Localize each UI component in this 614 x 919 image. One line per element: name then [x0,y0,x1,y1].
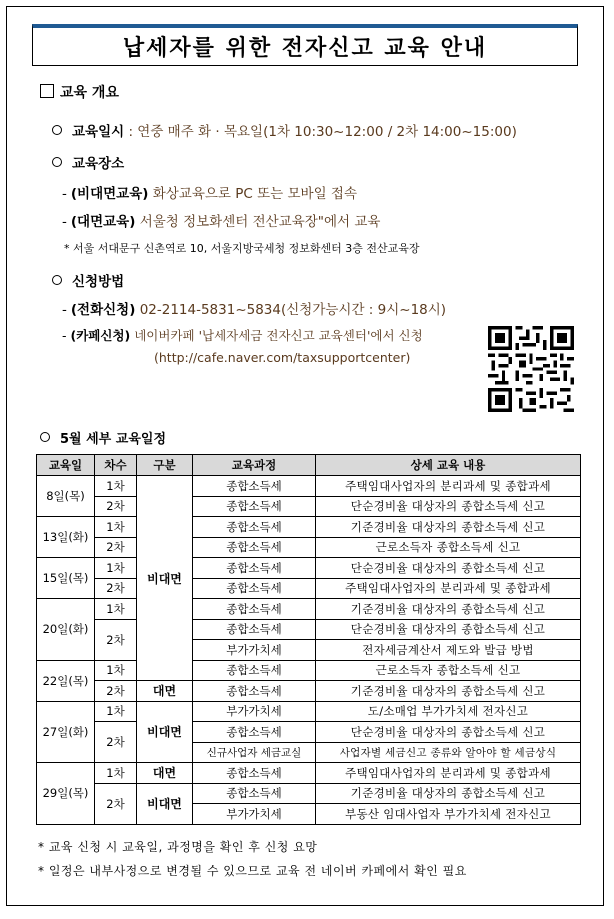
place-heading: 교육장소 [72,156,125,172]
course-cell: 종합소득세 [193,783,316,804]
course-cell: 종합소득세 [193,558,316,579]
round-cell: 2차 [95,578,137,599]
detail-cell: 기준경비율 대상자의 종합소득세 신고 [316,783,581,804]
course-cell: 종합소득세 [193,476,316,497]
round-cell: 1차 [95,660,137,681]
page-title: 납세자를 위한 전자신고 교육 안내 [32,24,578,66]
round-cell: 1차 [95,476,137,497]
detail-cell: 주택임대사업자의 분리과세 및 종합과세 [316,763,581,784]
detail-cell: 도/소매업 부가가치세 전자신고 [316,701,581,722]
date-cell: 20일(화) [37,599,95,661]
phone-line: - (전화신청) 02-2114-5831~5834(신청가능시간 : 9시~18시) [62,302,447,318]
table-header-row [37,455,581,476]
phone-label: (전화신청) [70,302,136,318]
gubun-cell: 비대면 [137,783,193,824]
round-cell: 1차 [95,558,137,579]
course-cell: 종합소득세 [193,722,316,743]
detail-cell: 사업자별 세금신고 종류와 알아야 할 세금상식 [316,742,581,763]
course-cell: 종합소득세 [193,517,316,538]
round-cell: 2차 [95,619,137,660]
table-row [37,476,581,497]
qr-code-icon[interactable] [488,326,574,412]
detail-cell: 단순경비율 대상자의 종합소득세 신고 [316,558,581,579]
round-cell: 1차 [95,763,137,784]
offline-label: (대면교육) [70,214,136,230]
detail-cell: 근로소득자 종합소득세 신고 [316,660,581,681]
footnote-2: * 일정은 내부사정으로 변경될 수 있으므로 교육 전 네이버 카페에서 확인 필요 [38,864,467,878]
course-cell: 종합소득세 [193,496,316,517]
course-cell: 종합소득세 [193,681,316,702]
gubun-cell: 비대면 [137,476,193,681]
schedule-table [36,454,581,825]
course-cell: 종합소득세 [193,763,316,784]
overview-heading: 교육 개요 [60,85,119,101]
table-row [37,599,581,620]
address-note: * 서울 서대문구 신촌역로 10, 서울지방국세청 정보화센터 3층 전산교육장 [64,242,420,255]
round-cell: 2차 [95,681,137,702]
gubun-cell: 대면 [137,681,193,702]
table-row [37,660,581,681]
table-row [37,619,581,640]
cafe-line: - (카페신청) 네이버카페 '납세자세금 전자신고 교육센터'에서 신청 [62,328,423,343]
detail-cell: 기준경비율 대상자의 종합소득세 신고 [316,599,581,620]
table-row [37,578,581,599]
round-cell: 1차 [95,701,137,722]
apply-heading-line [52,270,124,290]
overview-section [40,82,119,102]
detail-cell: 전자세금계산서 제도와 발급 방법 [316,640,581,661]
course-cell: 부가가치세 [193,640,316,661]
detail-cell: 주택임대사업자의 분리과세 및 종합과세 [316,476,581,497]
round-cell: 2차 [95,722,137,763]
cafe-url-link[interactable]: (http://cafe.naver.com/taxsupportcenter) [154,350,411,365]
table-row [37,763,581,784]
course-cell: 종합소득세 [193,619,316,640]
course-cell: 종합소득세 [193,578,316,599]
table-row [37,517,581,538]
circle-bullet-icon [40,432,50,442]
gubun-cell: 대면 [137,763,193,784]
round-cell: 2차 [95,496,137,517]
schedule-label: 교육일시 [72,124,125,140]
course-cell: 종합소득세 [193,660,316,681]
header-detail: 상세 교육 내용 [316,455,581,476]
footnote-1: * 교육 신청 시 교육일, 과정명을 확인 후 신청 요망 [38,840,318,854]
course-cell: 부가가치세 [193,701,316,722]
header-date: 교육일 [37,455,95,476]
detail-cell: 주택임대사업자의 분리과세 및 종합과세 [316,578,581,599]
table-row [37,681,581,702]
date-cell: 8일(목) [37,476,95,517]
table-row [37,701,581,722]
detail-cell: 단순경비율 대상자의 종합소득세 신고 [316,496,581,517]
date-cell: 27일(화) [37,701,95,763]
gubun-cell: 비대면 [137,701,193,763]
detail-cell: 단순경비율 대상자의 종합소득세 신고 [316,722,581,743]
course-cell: 부가가치세 [193,804,316,825]
online-line: - (비대면교육) 화상교육으로 PC 또는 모바일 접속 [62,186,357,202]
detail-cell: 기준경비율 대상자의 종합소득세 신고 [316,517,581,538]
may-heading: 5월 세부 교육일정 [60,432,167,447]
place-heading-line [52,152,124,172]
schedule-value: : 연중 매주 화 · 목요일(1차 10:30~12:00 / 2차 14:00~15:00) [128,124,517,140]
cafe-label: (카페신청) [70,328,131,343]
header-course: 교육과정 [193,455,316,476]
course-cell: 종합소득세 [193,537,316,558]
header-gubun: 구분 [137,455,193,476]
square-icon [40,84,54,98]
date-cell: 15일(목) [37,558,95,599]
table-row [37,558,581,579]
online-label: (비대면교육) [70,186,149,202]
header-round: 차수 [95,455,137,476]
circle-bullet-icon [52,157,62,167]
schedule-line [52,120,517,140]
apply-heading: 신청방법 [72,274,125,290]
course-cell: 종합소득세 [193,599,316,620]
date-cell: 22일(목) [37,660,95,701]
detail-cell: 기준경비율 대상자의 종합소득세 신고 [316,681,581,702]
online-value: 화상교육으로 PC 또는 모바일 접속 [152,186,357,202]
detail-cell: 단순경비율 대상자의 종합소득세 신고 [316,619,581,640]
round-cell: 1차 [95,517,137,538]
may-section [40,428,166,447]
cafe-value: 네이버카페 '납세자세금 전자신고 교육센터'에서 신청 [134,328,423,343]
offline-value: 서울청 정보화센터 전산교육장"에서 교육 [139,214,381,230]
circle-bullet-icon [52,275,62,285]
date-cell: 13일(화) [37,517,95,558]
table-row [37,722,581,743]
offline-line: - (대면교육) 서울청 정보화센터 전산교육장"에서 교육 [62,214,381,230]
table-row [37,496,581,517]
detail-cell: 근로소득자 종합소득세 신고 [316,537,581,558]
table-row [37,783,581,804]
date-cell: 29일(목) [37,763,95,825]
round-cell: 1차 [95,599,137,620]
round-cell: 2차 [95,783,137,824]
course-cell: 신규사업자 세금교실 [193,742,316,763]
phone-value: 02-2114-5831~5834(신청가능시간 : 9시~18시) [139,302,447,318]
detail-cell: 부동산 임대사업자 부가가치세 전자신고 [316,804,581,825]
round-cell: 2차 [95,537,137,558]
table-row [37,537,581,558]
circle-bullet-icon [52,125,62,135]
